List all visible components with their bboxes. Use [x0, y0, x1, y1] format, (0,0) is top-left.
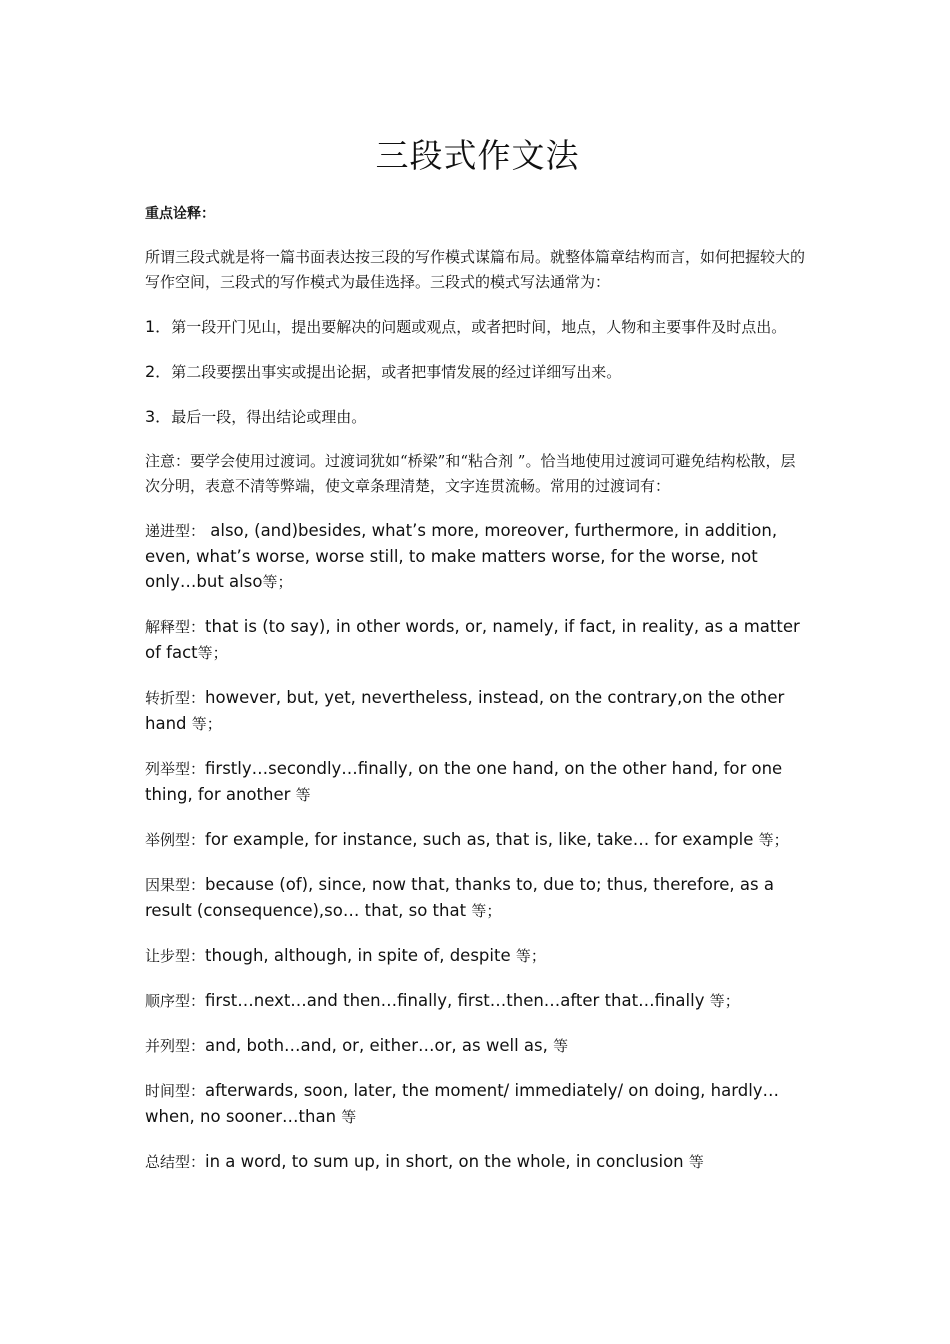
category-words: and, both…and, or, either…or, as well as, — [205, 1036, 554, 1055]
transition-word-list — [145, 518, 810, 1175]
step-number: 1． — [145, 317, 172, 336]
step-text: 第一段开门见山，提出要解决的问题或观点，或者把时间，地点，人物和主要事件及时点出。 — [171, 318, 787, 336]
category-words: in a word, to sum up, in short, on the whole, in conclusion — [205, 1152, 689, 1171]
category-words: afterwards, soon, later, the moment/ immediately/ on doing, hardly…when, no sooner…than — [145, 1081, 780, 1126]
category-words: however, but, yet, nevertheless, instead, on the contrary,on the other hand — [145, 688, 785, 733]
category-suffix: 等； — [197, 644, 228, 662]
category-label: 递进型： — [145, 522, 206, 540]
category-words: though, although, in spite of, despite — [205, 946, 516, 965]
category-suffix: 等； — [262, 573, 293, 591]
intro-paragraph: 所谓三段式就是将一篇书面表达按三段的写作模式谋篇布局。就整体篇章结构而言，如何把握较大的写作空间，三段式的写作模式为最佳选择。三段式的模式写法通常为： — [145, 248, 806, 291]
category-suffix: 等； — [515, 947, 546, 965]
category-label: 举例型： — [145, 831, 206, 849]
category-words: because (of), since, now that, thanks to, due to; thus, therefore, as a result (consequence),so… that, so that — [145, 875, 774, 920]
transition-category — [145, 988, 810, 1014]
step-text: 最后一段，得出结论或理由。 — [171, 408, 367, 426]
document-page — [145, 120, 810, 1194]
transition-category — [145, 943, 810, 969]
category-label: 解释型： — [145, 618, 206, 636]
category-label: 顺序型： — [145, 992, 206, 1010]
transition-category — [145, 614, 810, 666]
category-suffix: 等； — [471, 902, 502, 920]
category-label: 转折型： — [145, 689, 206, 707]
transition-category — [145, 1149, 810, 1175]
category-words: also, (and)besides, what’s more, moreover, furthermore, in addition, even, what’s worse, worse still, to make matters worse, for the worse, not only…but also — [145, 521, 778, 591]
category-suffix: 等； — [758, 831, 789, 849]
category-suffix: 等； — [191, 715, 222, 733]
transition-category — [145, 872, 810, 924]
category-label: 总结型： — [145, 1153, 206, 1171]
transition-category — [145, 518, 810, 595]
transition-category — [145, 756, 810, 808]
category-suffix: 等 — [553, 1037, 569, 1055]
category-suffix: 等 — [341, 1108, 357, 1126]
category-suffix: 等； — [709, 992, 740, 1010]
category-label: 时间型： — [145, 1082, 206, 1100]
note-paragraph: 注意：要学会使用过渡词。过渡词犹如“桥梁”和“粘合剂 ”。恰当地使用过渡词可避免结构松散，层次分明，表意不清等弊端，使文章条理清楚，文字连贯流畅。常用的过渡词有： — [145, 452, 796, 495]
category-suffix: 等 — [295, 786, 311, 804]
category-label: 列举型： — [145, 760, 206, 778]
step-text: 第二段要摆出事实或提出论据，或者把事情发展的经过详细写出来。 — [171, 363, 622, 381]
step-number: 2． — [145, 362, 172, 381]
transition-category — [145, 685, 810, 737]
transition-category — [145, 1033, 810, 1059]
category-words: for example, for instance, such as, that is, like, take… for example — [205, 830, 759, 849]
transition-category — [145, 827, 810, 853]
step-paragraph-1 — [145, 314, 810, 340]
category-words: firstly…secondly…finally, on the one hand, on the other hand, for one thing, for another — [145, 759, 783, 804]
step-number: 3． — [145, 407, 172, 426]
step-paragraph-2 — [145, 359, 810, 385]
transition-category — [145, 1078, 810, 1130]
section-heading: 重点诠释： — [145, 206, 215, 222]
document-title: 三段式作文法 — [375, 136, 580, 175]
category-label: 并列型： — [145, 1037, 206, 1055]
category-label: 因果型： — [145, 876, 206, 894]
category-suffix: 等 — [688, 1153, 704, 1171]
category-words: first…next…and then…finally, first…then…after that…finally — [205, 991, 710, 1010]
step-paragraph-3 — [145, 404, 810, 430]
category-words: that is (to say), in other words, or, namely, if fact, in reality, as a matter of fact — [145, 617, 800, 662]
category-label: 让步型： — [145, 947, 206, 965]
